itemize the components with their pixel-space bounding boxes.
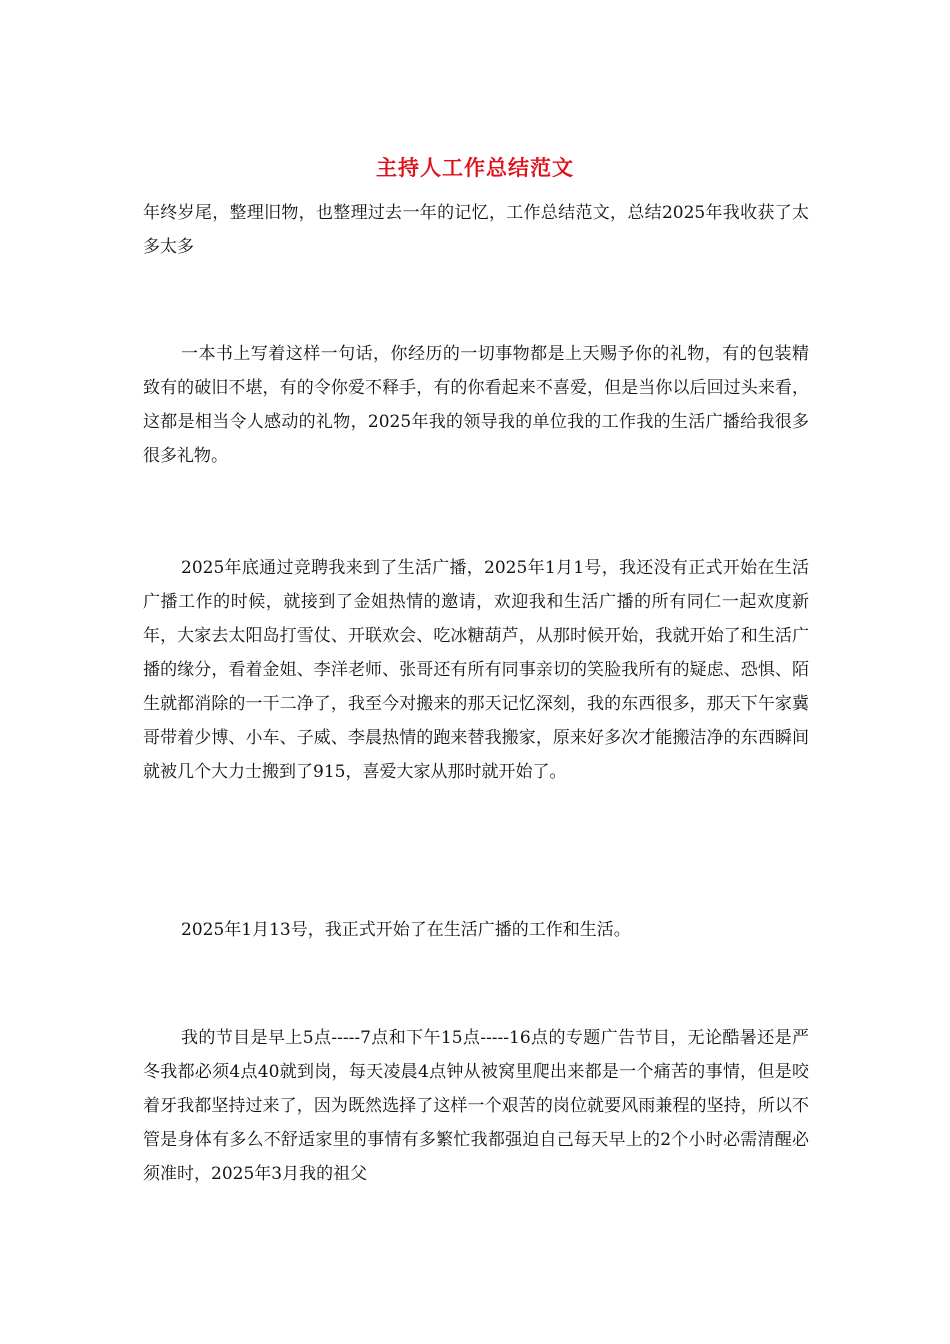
body-paragraph-4: 我的节目是早上5点-----7点和下午15点-----16点的专题广告节目，无论酷暑还是严冬我都必须4点40就到岗，每天凌晨4点钟从被窝里爬出来都是一个痛苦的事情，但是咬着牙我都坚持过来了，因为既然选择了这样一个艰苦的岗位就要风雨兼程的坚持，所以不管是身体有多么不舒适家里的事情有多繁忙我都强迫自己每天早上的2个小时必需清醒必须准时，2025年3月我的祖父 bbox=[143, 1028, 809, 1184]
body-paragraph-1: 一本书上写着这样一句话，你经历的一切事物都是上天赐予你的礼物，有的包装精致有的破旧不堪，有的令你爱不释手，有的你看起来不喜爱，但是当你以后回过头来看，这都是相当令人感动的礼物，2025年我的领导我的单位我的工作我的生活广播给我很多很多礼物。 bbox=[143, 344, 809, 466]
body-paragraph-2: 2025年底通过竞聘我来到了生活广播，2025年1月1号，我还没有正式开始在生活广播工作的时候，就接到了金姐热情的邀请，欢迎我和生活广播的所有同仁一起欢度新年，大家去太阳岛打雪仗、开联欢会、吃冰糖葫芦，从那时候开始，我就开始了和生活广播的缘分，看着金姐、李洋老师、张哥还有所有同事亲切的笑脸我所有的疑虑、恐惧、陌生就都消除的一干二净了，我至今对搬来的那天记忆深刻，我的东西很多，那天下午家冀哥带着少博、小车、子威、李晨热情的跑来替我搬家，原来好多次才能搬洁净的东西瞬间就被几个大力士搬到了915，喜爱大家从那时就开始了。 bbox=[143, 558, 809, 782]
intro-paragraph: 年终岁尾，整理旧物，也整理过去一年的记忆，工作总结范文，总结2025年我收获了太多太多 bbox=[143, 203, 809, 257]
document-title: 主持人工作总结范文 bbox=[376, 155, 574, 180]
body-paragraph-3: 2025年1月13号，我正式开始了在生活广播的工作和生活。 bbox=[181, 920, 631, 940]
